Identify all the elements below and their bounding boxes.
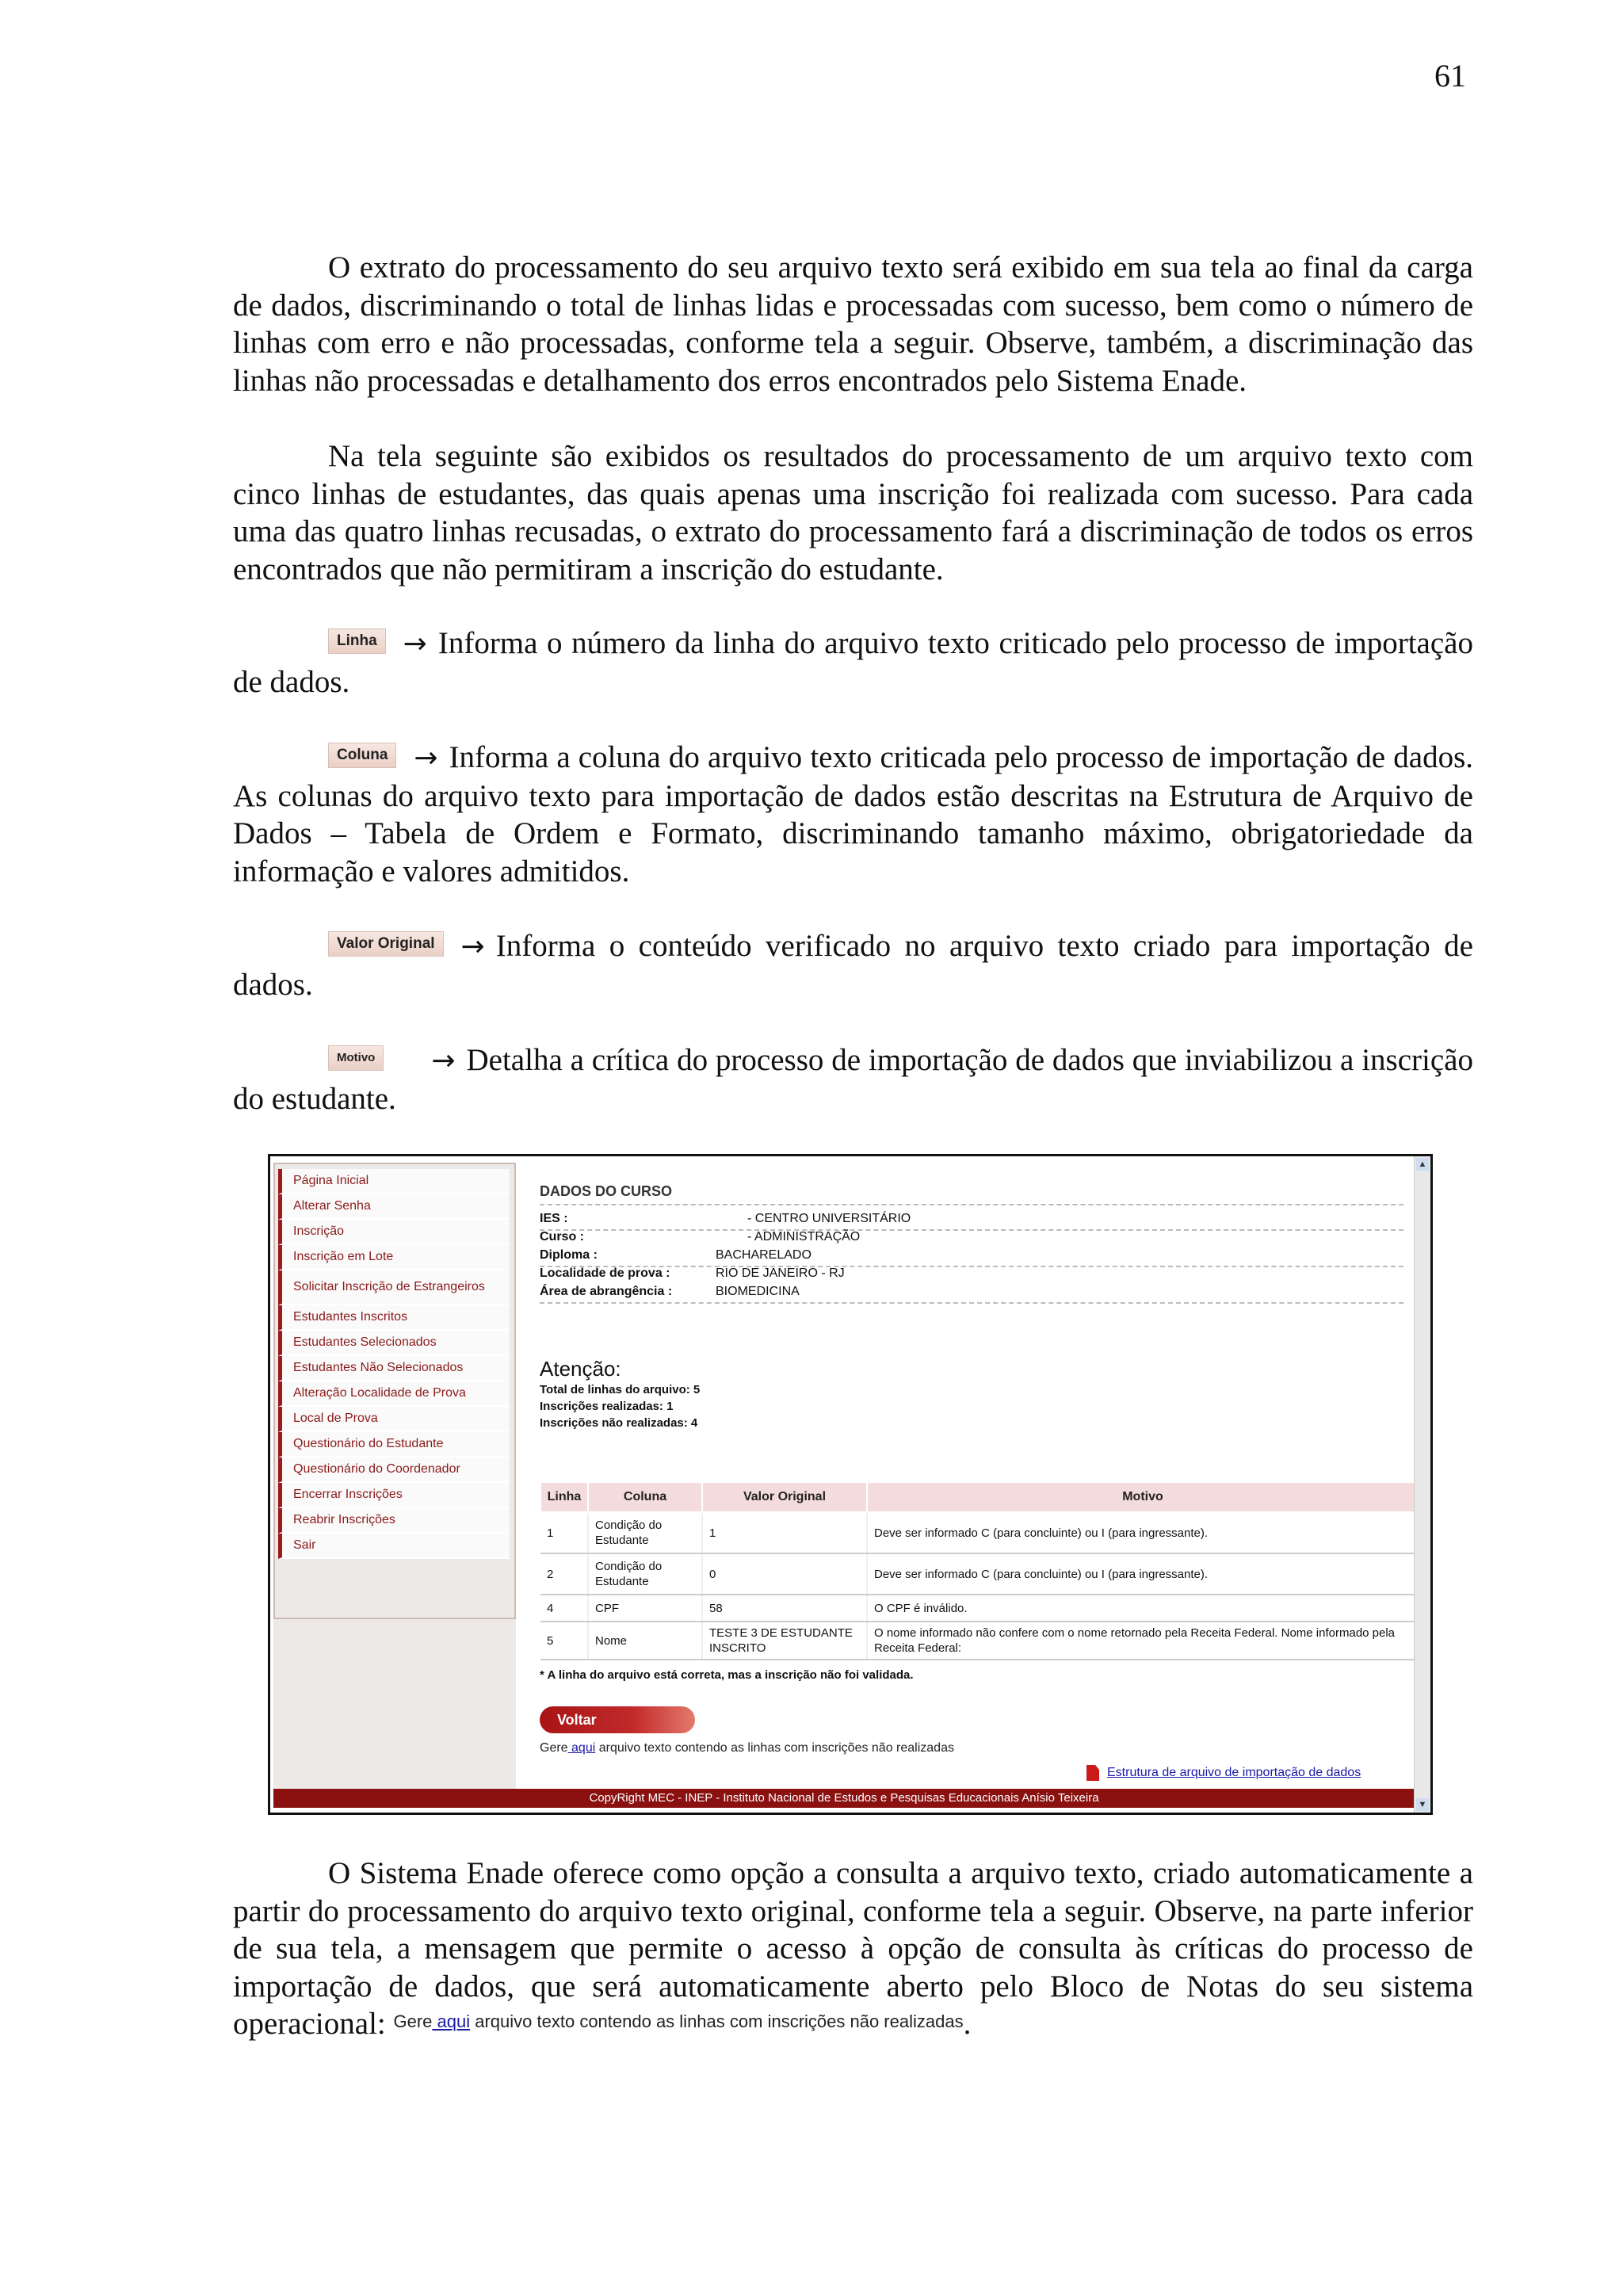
- table-row: [540, 1595, 1419, 1622]
- table-cell: Condição do Estudante: [588, 1553, 702, 1595]
- sidebar-menu: [273, 1163, 516, 1619]
- col-header-coluna: Coluna: [588, 1482, 702, 1512]
- linha-tag: Linha: [328, 628, 386, 654]
- sidebar-item[interactable]: Inscrição em Lote: [278, 1245, 510, 1270]
- scroll-down-icon[interactable]: ▼: [1416, 1798, 1429, 1811]
- table-cell: Deve ser informado C (para concluinte) ou I (para ingressante).: [867, 1512, 1419, 1553]
- table-row: [540, 1512, 1419, 1553]
- arrow-right-icon: →: [431, 1045, 456, 1077]
- table-cell: 4: [540, 1595, 588, 1622]
- legend-valor-original: Valor Original → Informa o conteúdo verificado no arquivo texto criado para importação de dados.: [233, 929, 1473, 1002]
- sidebar-item[interactable]: Página Inicial: [278, 1169, 510, 1194]
- sidebar-item[interactable]: Solicitar Inscrição de Estrangeiros: [278, 1270, 510, 1305]
- sidebar-item[interactable]: Encerrar Inscrições: [278, 1483, 510, 1508]
- arrow-right-icon: →: [460, 930, 485, 963]
- table-header-row: [540, 1482, 1419, 1512]
- screenshot-import-result: [268, 1154, 1433, 1815]
- inline-gere-message: Gere aqui arquivo texto contendo as linhas com inscrições não realizadas: [393, 2011, 964, 2031]
- valor-original-tag: Valor Original: [328, 931, 444, 957]
- legend-motivo: Motivo → Detalha a crítica do processo de importação de dados que inviabilizou a inscrição do estudante.: [233, 1043, 1473, 1116]
- table-cell: 5: [540, 1622, 588, 1660]
- voltar-button[interactable]: Voltar: [540, 1706, 695, 1733]
- sidebar-item[interactable]: Reabrir Inscrições: [278, 1508, 510, 1534]
- table-cell: 2: [540, 1553, 588, 1595]
- table-cell: 1: [702, 1512, 867, 1553]
- copyright-footer: CopyRight MEC - INEP - Instituto Nacional de Estudos e Pesquisas Educacionais Anísio Teixeira: [273, 1789, 1415, 1808]
- field-diploma: Diploma : BACHARELADO: [540, 1248, 812, 1262]
- table-cell: Nome: [588, 1622, 702, 1660]
- paragraph-intro: O extrato do processamento do seu arquivo texto será exibido em sua tela ao final da carga de dados, discriminando o total de linhas lidas e processadas com sucesso, bem como o número de linhas com erro e não processadas, conforme tela a seguir. Observe, também, a discriminação das linhas não processadas e detalhamento dos erros encontrados pelo Sistema Enade.: [233, 250, 1473, 398]
- paragraph-screen-description: Na tela seguinte são exibidos os resultados do processamento de um arquivo texto com cinco linhas de estudantes, das quais apenas uma inscrição foi realizada com sucesso. Para cada uma das quatro linhas recusadas, o extrato do processamento fará a discriminação de todos os erros encontrados que não permitiram a inscrição do estudante.: [233, 439, 1473, 586]
- paragraph-consulta: O Sistema Enade oferece como opção a consulta a arquivo texto, criado automaticamente a partir do processamento do arquivo texto original, conforme tela a seguir. Observe, na parte inferior de sua tela, a mensagem que permite o acesso à opção de consulta às críticas do processo de importação de dados, que será automaticamente aberto pelo Bloco de Notas do seu sistema operacional: $^{Gere aqui arquivo texto contendo as linhas com inscrições não realizadas}$.: [233, 1856, 1473, 2041]
- table-cell: 58: [702, 1595, 867, 1622]
- table-cell: 0: [702, 1553, 867, 1595]
- table-cell: O nome informado não confere com o nome retornado pela Receita Federal. Nome informado pela Receita Federal:: [867, 1622, 1419, 1660]
- table-row: [540, 1622, 1419, 1660]
- table-row: [540, 1553, 1419, 1595]
- pdf-icon: [1086, 1765, 1099, 1781]
- atencao-heading: Atenção:: [540, 1357, 621, 1381]
- stat-inscricoes-nao-realizadas: Inscrições não realizadas: 4: [540, 1416, 698, 1430]
- table-cell: CPF: [588, 1595, 702, 1622]
- sidebar-item[interactable]: Alteração Localidade de Prova: [278, 1381, 510, 1407]
- sidebar-item[interactable]: Sair: [278, 1534, 510, 1559]
- stat-total-linhas: Total de linhas do arquivo: 5: [540, 1383, 701, 1396]
- sidebar-item[interactable]: Questionário do Estudante: [278, 1432, 510, 1457]
- table-cell: 1: [540, 1512, 588, 1553]
- estrutura-arquivo-link[interactable]: Estrutura de arquivo de importação de dados: [1086, 1765, 1361, 1781]
- col-header-linha: Linha: [540, 1482, 588, 1512]
- page-number: 61: [1434, 58, 1466, 94]
- field-ies: IES : - CENTRO UNIVERSITÁRIO: [540, 1212, 911, 1225]
- gere-aqui-link[interactable]: aqui: [567, 1741, 596, 1755]
- section-title-dados-curso: DADOS DO CURSO: [540, 1183, 673, 1199]
- stat-inscricoes-realizadas: Inscrições realizadas: 1: [540, 1400, 674, 1413]
- gere-message: Gere aqui arquivo texto contendo as linhas com inscrições não realizadas: [540, 1741, 954, 1755]
- divider: [540, 1302, 1403, 1304]
- arrow-right-icon: →: [403, 628, 427, 660]
- field-area: Área de abrangência : BIOMEDICINA: [540, 1285, 800, 1298]
- sidebar-item[interactable]: Alterar Senha: [278, 1194, 510, 1220]
- legend-linha: Linha → Informa o número da linha do arquivo texto criticado pelo processo de importação de dados.: [233, 626, 1473, 699]
- table-cell: Condição do Estudante: [588, 1512, 702, 1553]
- col-header-valor-original: Valor Original: [702, 1482, 867, 1512]
- sidebar-item[interactable]: Estudantes Inscritos: [278, 1305, 510, 1331]
- arrow-right-icon: →: [414, 742, 438, 774]
- field-localidade: Localidade de prova : RIO DE JANEIRO - RJ: [540, 1266, 845, 1280]
- results-table: [540, 1481, 1419, 1660]
- table-cell: Deve ser informado C (para concluinte) ou I (para ingressante).: [867, 1553, 1419, 1595]
- field-curso: Curso : - ADMINISTRAÇÃO: [540, 1230, 861, 1244]
- table-cell: O CPF é inválido.: [867, 1595, 1419, 1622]
- legend-coluna: Coluna → Informa a coluna do arquivo texto criticada pelo processo de importação de dados. As colunas do arquivo texto para importação de dados estão descritas na Estrutura de Arquivo de Dados – Tabela de Ordem e Formato, discriminando tamanho máximo, obrigatoriedade da informação e valores admitidos.: [233, 740, 1473, 888]
- col-header-motivo: Motivo: [867, 1482, 1419, 1512]
- motivo-tag: Motivo: [328, 1045, 384, 1071]
- table-cell: TESTE 3 DE ESTUDANTE INSCRITO: [702, 1622, 867, 1660]
- sidebar-item[interactable]: Estudantes Selecionados: [278, 1331, 510, 1356]
- sidebar-item[interactable]: Questionário do Coordenador: [278, 1457, 510, 1483]
- sidebar-item[interactable]: Local de Prova: [278, 1407, 510, 1432]
- sidebar-item[interactable]: Inscrição: [278, 1220, 510, 1245]
- inline-gere-aqui-link[interactable]: aqui: [432, 2011, 471, 2031]
- table-footnote: * A linha do arquivo está correta, mas a inscrição não foi validada.: [540, 1668, 914, 1682]
- divider: [540, 1204, 1403, 1205]
- coluna-tag: Coluna: [328, 743, 396, 768]
- sidebar-item[interactable]: Estudantes Não Selecionados: [278, 1356, 510, 1381]
- vertical-scrollbar[interactable]: [1414, 1156, 1430, 1813]
- scroll-up-icon[interactable]: ▲: [1416, 1158, 1429, 1171]
- sidebar-background: [273, 1619, 516, 1789]
